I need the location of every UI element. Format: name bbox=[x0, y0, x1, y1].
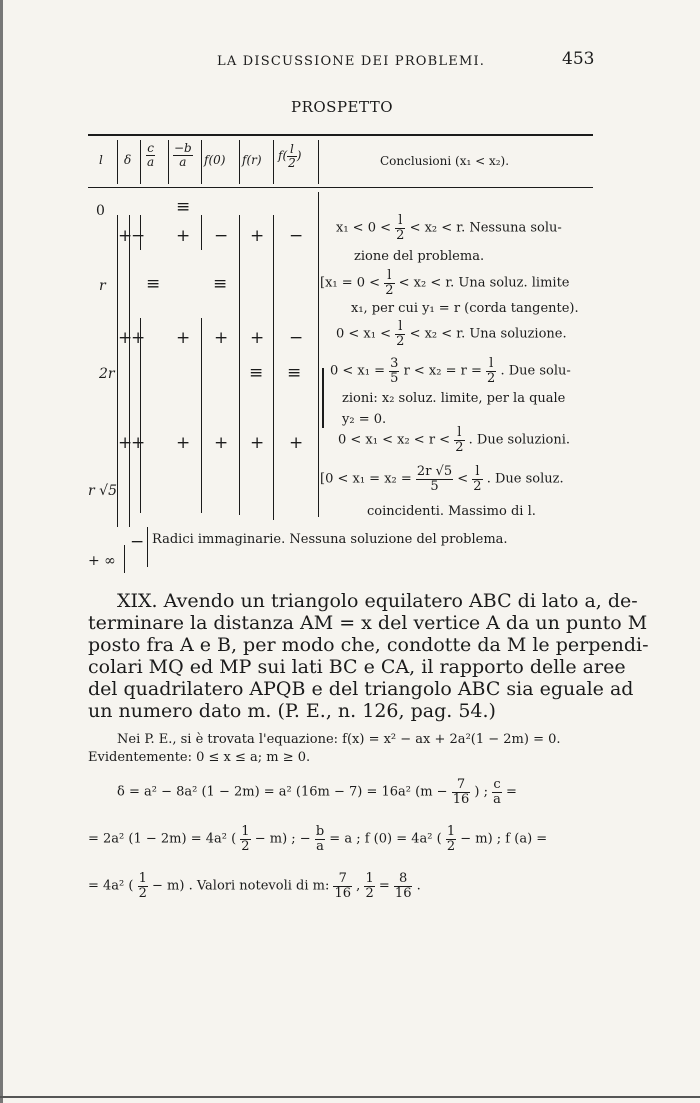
table-top-rule bbox=[88, 134, 593, 136]
problem-line: XIX. Avendo un triangolo equilatero ABC di lato a, de- bbox=[117, 590, 638, 612]
sign-cell: + bbox=[118, 226, 133, 246]
conclusion-6-line2: coincidenti. Massimo di l. bbox=[367, 504, 536, 519]
body-divider bbox=[201, 215, 202, 250]
header-conclusions: Conclusioni (x₁ < x₂). bbox=[380, 154, 510, 168]
row-label-r-root5: r √5 bbox=[88, 483, 117, 499]
sign-cell: − bbox=[289, 226, 304, 246]
sign-cell: ≡ bbox=[287, 363, 302, 383]
header-f-half: f( $\frac{l}{2}$ ) bbox=[278, 142, 302, 170]
running-title: LA DISCUSSIONE DEI PROBLEMI. bbox=[217, 54, 486, 69]
sign-cell: + bbox=[131, 328, 146, 348]
sign-cell: + bbox=[176, 226, 191, 246]
page-left-edge bbox=[0, 0, 3, 1103]
body-divider bbox=[273, 215, 274, 520]
header-l: l bbox=[99, 153, 103, 167]
col-divider bbox=[273, 140, 274, 184]
sign-cell: ≡ bbox=[213, 274, 228, 294]
sign-cell: − bbox=[214, 226, 229, 246]
col-divider bbox=[239, 140, 240, 184]
col-divider bbox=[140, 140, 141, 184]
sign-cell: ≡ bbox=[249, 363, 264, 383]
problem-line: del quadrilatero APQB e del triangolo ABC sia eguale ad bbox=[88, 678, 634, 700]
sign-cell: + bbox=[250, 433, 265, 453]
body-divider bbox=[129, 215, 130, 527]
body-divider bbox=[147, 527, 148, 567]
sign-cell: − bbox=[131, 226, 146, 246]
row-label-infinity: + ∞ bbox=[88, 553, 116, 569]
conclusion-5: 0 < x₁ < x₂ < r < $\frac{l}{2}$ . Due soluzioni. bbox=[338, 425, 571, 455]
row-label-2r: 2r bbox=[99, 366, 115, 382]
conclusion-3: 0 < x₁ < $\frac{l}{2}$ < x₂ < r. Una soluzione. bbox=[336, 319, 567, 349]
problem-line: terminare la distanza AM = x del vertice A da un punto M bbox=[88, 612, 648, 634]
bracket bbox=[322, 368, 328, 428]
sign-cell: + bbox=[131, 433, 146, 453]
row-label-0: 0 bbox=[96, 203, 105, 219]
header-c-over-a: $\frac{c}{a}$ bbox=[147, 141, 155, 169]
col-divider bbox=[168, 140, 169, 184]
sign-cell: + bbox=[250, 328, 265, 348]
sign-cell: + bbox=[250, 226, 265, 246]
body-divider bbox=[318, 192, 319, 517]
sign-cell: + bbox=[176, 328, 191, 348]
conclusion-4: 0 < x₁ = $\frac{3}{5}$ r < x₂ = r = $\frac{l}{2}$ . Due solu- bbox=[330, 356, 571, 386]
header-delta: δ bbox=[124, 153, 132, 167]
problem-line: un numero dato m. (P. E., n. 126, pag. 54.) bbox=[88, 700, 496, 722]
col-divider bbox=[318, 140, 319, 184]
row-label-r: r bbox=[99, 278, 106, 294]
body-divider bbox=[201, 318, 202, 513]
formula-line-1: δ = a² − 8a² (1 − 2m) = a² (16m − 7) = 16a² (m − $\frac{7}{16}$ ) ; $\frac{c}{a}$ = bbox=[117, 777, 517, 807]
conclusion-4-line3: y₂ = 0. bbox=[342, 412, 387, 427]
header-minus-b-over-a: $\frac{-b}{a}$ bbox=[174, 141, 192, 169]
body-divider bbox=[124, 545, 125, 573]
page-bottom-edge bbox=[0, 1096, 700, 1098]
conclusion-4-line2: zioni: x₂ soluz. limite, per la quale bbox=[342, 391, 566, 406]
sign-cell: − bbox=[289, 328, 304, 348]
sign-cell: + bbox=[176, 433, 191, 453]
conclusion-7: Radici immaginarie. Nessuna soluzione del problema. bbox=[152, 532, 508, 547]
conclusion-2: [x₁ = 0 < $\frac{l}{2}$ < x₂ < r. Una soluz. limite bbox=[320, 268, 570, 298]
sign-cell: + bbox=[118, 433, 133, 453]
header-f0: f(0) bbox=[204, 153, 226, 167]
conclusion-2-line2: x₁, per cui y₁ = r (corda tangente). bbox=[351, 301, 579, 316]
problem-line: colari MQ ed MP sui lati BC e CA, il rapporto delle aree bbox=[88, 656, 626, 678]
problem-line: posto fra A e B, per modo che, condotte da M le perpendi- bbox=[88, 634, 649, 656]
table-header-rule bbox=[88, 187, 593, 188]
sign-cell: ≡ bbox=[146, 274, 161, 294]
section-title: PROSPETTO bbox=[291, 98, 394, 116]
col-divider bbox=[201, 140, 202, 184]
conclusion-6: [0 < x₁ = x₂ = $\frac{2r √5}{5}$ < $\frac{l}{2}$ . Due soluz. bbox=[320, 464, 564, 494]
conclusion-1: x₁ < 0 < $\frac{l}{2}$ < x₂ < r. Nessuna solu- bbox=[336, 213, 562, 243]
body-divider bbox=[239, 215, 240, 515]
formula-line-3: = 4a² ( $\frac{1}{2}$ − m) . Valori notevoli di m: $\frac{7}{16}$ , $\frac{1}{2}$ = $\frac{8}{16}$ . bbox=[88, 871, 421, 901]
sign-cell: + bbox=[118, 328, 133, 348]
header-fr: f(r) bbox=[242, 153, 262, 167]
sign-cell: − bbox=[130, 532, 145, 552]
conclusion-1-line2: zione del problema. bbox=[354, 249, 485, 264]
sign-cell: + bbox=[214, 328, 229, 348]
note-line: Evidentemente: 0 ≤ x ≤ a; m ≥ 0. bbox=[88, 750, 311, 765]
sign-cell: + bbox=[289, 433, 304, 453]
col-divider bbox=[117, 140, 118, 184]
formula-line-2: = 2a² (1 − 2m) = 4a² ( $\frac{1}{2}$ − m) ; − $\frac{b}{a}$ = a ; f (0) = 4a² ( $\frac{1}{2}$ − m) ; f (a) = bbox=[88, 824, 548, 854]
note-line: Nei P. E., si è trovata l'equazione: f(x) = x² − ax + 2a²(1 − 2m) = 0. bbox=[117, 732, 561, 747]
body-divider bbox=[117, 215, 118, 527]
page-number: 453 bbox=[562, 49, 595, 69]
sign-cell: ≡ bbox=[176, 197, 191, 217]
sign-cell: + bbox=[214, 433, 229, 453]
